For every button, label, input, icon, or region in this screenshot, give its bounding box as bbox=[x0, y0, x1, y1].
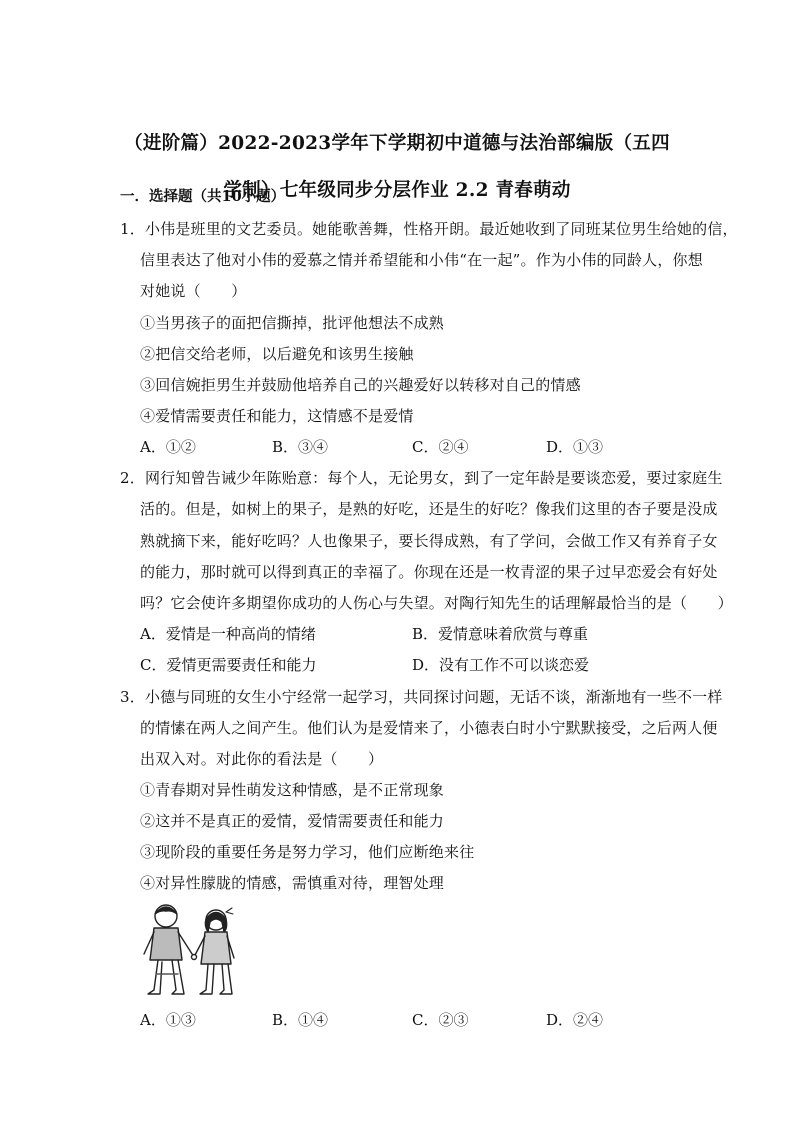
q2-stem-line-1: 2．网行知曾告诫少年陈贻意：每个人，无论男女，到了一定年龄是要谈恋爱，要过家庭生 bbox=[120, 469, 723, 487]
q1-stem-line-2: 信里表达了他对小伟的爱慕之情并希望能和小伟“在一起”。作为小伟的同龄人，你想 bbox=[140, 251, 703, 269]
q3-stem-line-1: 3．小德与同班的女生小宁经常一起学习，共同探讨问题，无话不谈，渐渐地有一些不一样 bbox=[120, 688, 723, 706]
q2-option-c[interactable]: C．爱情更需要责任和能力 bbox=[140, 656, 317, 674]
q3-option-d[interactable]: D．②④ bbox=[546, 1011, 604, 1029]
q1-stem-line-1: 1．小伟是班里的文艺委员。她能歌善舞，性格开朗。最近她收到了同班某位男生给她的信， bbox=[120, 220, 738, 238]
q1-option-d[interactable]: D．①③ bbox=[546, 438, 604, 456]
q1-statement-1: ①当男孩子的面把信撕掉，批评他想法不成熟 bbox=[140, 314, 445, 332]
q2-options-row-2 bbox=[140, 654, 700, 676]
page-title-line-2: 学制）七年级同步分层作业 2.2 青春萌动 bbox=[223, 180, 571, 201]
q3-option-b[interactable]: B．①④ bbox=[272, 1011, 329, 1029]
page-title-line-1: （进阶篇）2022-2023学年下学期初中道德与法治部编版（五四 bbox=[124, 133, 670, 154]
q1-option-b[interactable]: B．③④ bbox=[272, 438, 329, 456]
q2-stem-line-5: 吗？它会使许多期望你成功的人伤心与失望。对陶行知先生的话理解最恰当的是（ ） bbox=[140, 594, 733, 612]
q1-statement-3: ③回信婉拒男生并鼓励他培养自己的兴趣爱好以转移对自己的情感 bbox=[140, 376, 581, 394]
q2-option-b[interactable]: B．爱情意味着欣赏与尊重 bbox=[412, 625, 589, 643]
q2-option-a[interactable]: A．爱情是一种高尚的情绪 bbox=[140, 625, 316, 643]
q3-options bbox=[140, 1009, 700, 1031]
q1-option-a[interactable]: A．①② bbox=[140, 438, 196, 456]
q3-option-a[interactable]: A．①③ bbox=[140, 1011, 196, 1029]
q3-option-c[interactable]: C．②③ bbox=[412, 1011, 469, 1029]
q1-statement-4: ④爱情需要责任和能力，这情感不是爱情 bbox=[140, 407, 414, 425]
q3-statement-2: ②这并不是真正的爱情，爱情需要责任和能力 bbox=[140, 812, 445, 830]
q3-statement-4: ④对异性朦胧的情感，需慎重对待，理智处理 bbox=[140, 874, 445, 892]
q2-option-d[interactable]: D．没有工作不可以谈恋爱 bbox=[412, 656, 590, 674]
q1-stem-line-3: 对她说（ ） bbox=[140, 282, 247, 300]
q2-stem-line-3: 熟就摘下来，能好吃吗？人也像果子，要长得成熟，有了学问，会做工作又有养育子女 bbox=[140, 532, 718, 550]
two-students-illustration bbox=[138, 902, 248, 1002]
q1-statement-2: ②把信交给老师，以后避免和该男生接触 bbox=[140, 345, 414, 363]
q3-stem-line-3: 出双入对。对此你的看法是（ ） bbox=[140, 750, 384, 768]
q3-stem-line-2: 的情愫在两人之间产生。他们认为是爱情来了，小德表白时小宁默默接受，之后两人便 bbox=[140, 719, 718, 737]
q3-statement-3: ③现阶段的重要任务是努力学习，他们应断绝来往 bbox=[140, 843, 475, 861]
section-heading: 一．选择题（共10小题） bbox=[120, 188, 286, 205]
q1-options bbox=[140, 436, 700, 458]
q2-options-row-1 bbox=[140, 623, 700, 645]
q2-stem-line-2: 活的。但是，如树上的果子，是熟的好吃，还是生的好吃？像我们这里的杏子要是没成 bbox=[140, 500, 718, 518]
q1-option-c[interactable]: C．②④ bbox=[412, 438, 469, 456]
q3-statement-1: ①青春期对异性萌发这种情感，是不正常现象 bbox=[140, 781, 445, 799]
q2-stem-line-4: 的能力，那时就可以得到真正的幸福了。你现在还是一枚青涩的果子过早恋爱会有好处 bbox=[140, 563, 718, 581]
